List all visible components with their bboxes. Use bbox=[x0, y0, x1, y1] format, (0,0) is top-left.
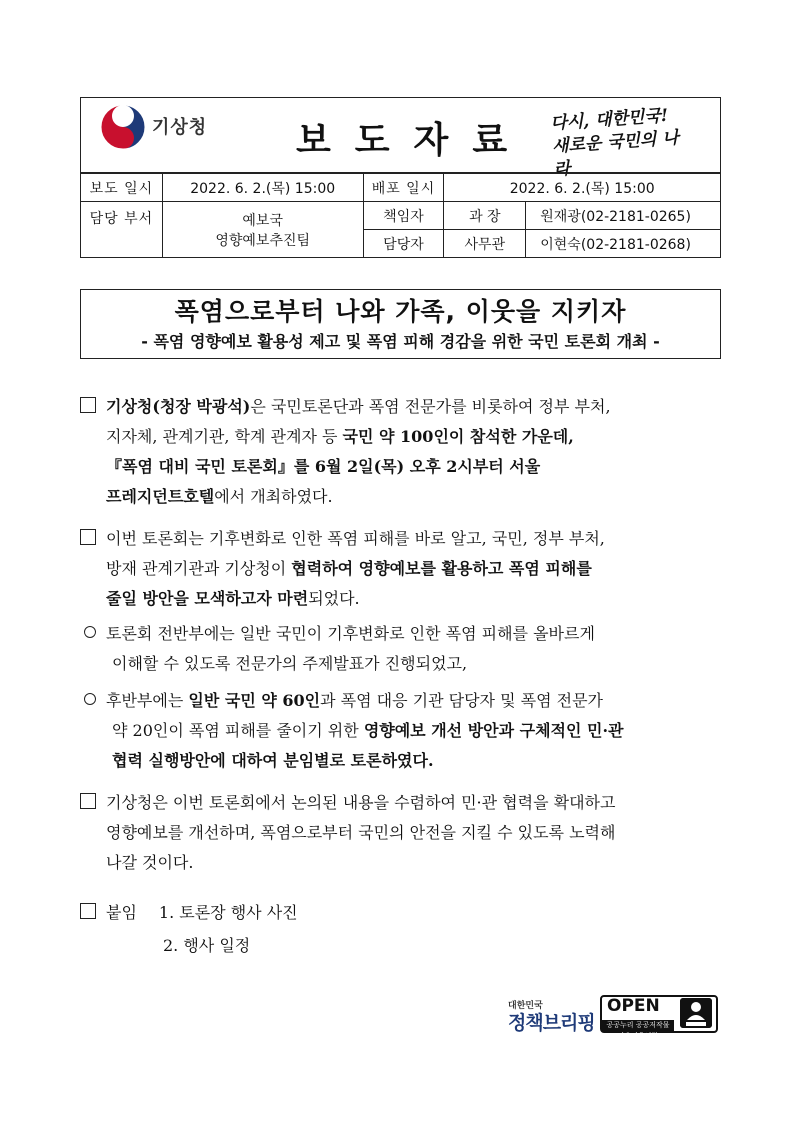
slogan-line-1: 다시, 대한민국! bbox=[549, 105, 669, 134]
attachments-label: 붙임 bbox=[106, 903, 137, 922]
p2-line3 bbox=[80, 584, 725, 614]
p2-line3-rest: 되었다. bbox=[308, 589, 360, 608]
p2-line2 bbox=[80, 554, 725, 584]
p1-line4-rest: 에서 개최하였다. bbox=[214, 487, 333, 506]
checkbox-bullet-icon bbox=[80, 903, 96, 919]
department bbox=[162, 202, 363, 258]
p1-line3-bold: 『폭염 대비 국민 토론회』를 6월 2일(목) 오후 2시부터 서울 bbox=[106, 457, 541, 476]
attachment-item-1: 1. 토론장 행사 사진 bbox=[158, 903, 298, 922]
report-date: 2022. 6. 2.(목) 15:00 bbox=[162, 174, 363, 202]
department-line-2: 영향예보추진팀 bbox=[215, 232, 311, 249]
attachment-row-2 bbox=[80, 929, 298, 962]
s1-line1: 토론회 전반부에는 일반 국민이 기후변화로 인한 폭염 피해를 올바르게 bbox=[106, 624, 595, 643]
s2-line3-bold: 협력 실행방안에 대하여 분임별로 토론하였다. bbox=[112, 751, 434, 770]
responsible-name: 원재광(02-2181-0265) bbox=[526, 202, 721, 230]
paragraph-1 bbox=[80, 392, 725, 512]
slogan bbox=[550, 103, 694, 182]
contact-name: 이현숙(02-2181-0268) bbox=[526, 230, 721, 258]
circle-bullet-icon bbox=[84, 693, 96, 705]
p2-line2-pre: 방재 관계기관과 기상청이 bbox=[106, 559, 292, 578]
responsible-title: 과 장 bbox=[444, 202, 526, 230]
p2-line2-bold: 협력하여 영향예보를 활용하고 폭염 피해를 bbox=[291, 559, 592, 578]
p2-line1: 이번 토론회는 기후변화로 인한 폭염 피해를 바로 알고, 국민, 정부 부처, bbox=[106, 529, 605, 548]
checkbox-bullet-icon bbox=[80, 397, 96, 413]
p1-line2-bold: 국민 약 100인이 참석한 가운데, bbox=[342, 427, 574, 446]
s2-line2-pre: 약 20인이 폭염 피해를 줄이기 위한 bbox=[112, 721, 364, 740]
s1-line2: 이해할 수 있도록 전문가의 주제발표가 진행되었고, bbox=[112, 654, 468, 673]
info-table bbox=[80, 173, 721, 258]
report-date-label: 보도 일시 bbox=[81, 174, 163, 202]
p1-line4 bbox=[80, 482, 725, 512]
contact-title: 사무관 bbox=[444, 230, 526, 258]
p1-line2 bbox=[80, 422, 725, 452]
department-line-1: 예보국 bbox=[242, 212, 283, 229]
doc-title: 보도자료 bbox=[296, 119, 532, 161]
s2-line3 bbox=[84, 746, 725, 776]
department-label: 담당 부서 bbox=[81, 202, 163, 258]
org-name: 기상청 bbox=[152, 117, 208, 138]
sub-bullet-1 bbox=[84, 619, 725, 679]
p3-line2: 영향예보를 개선하며, 폭염으로부터 국민의 안전을 지킬 수 있도록 노력해 bbox=[106, 823, 616, 842]
circle-bullet-icon bbox=[84, 626, 96, 638]
briefing-logo-caption: 대한민국 bbox=[508, 1001, 543, 1011]
attachments bbox=[80, 896, 298, 962]
open-license-text: OPEN bbox=[607, 996, 660, 1016]
s2-line1-pre: 후반부에는 bbox=[106, 691, 189, 710]
slogan-line-2: 새로운 국민의 나라 bbox=[551, 128, 680, 180]
p3-line3: 나갈 것이다. bbox=[106, 853, 194, 872]
open-license-caption: 공공누리 공공저작물 자유이용허락 bbox=[602, 1020, 674, 1031]
p1-line1-rest: 은 국민토론단과 폭염 전문가를 비롯하여 정부 부처, bbox=[250, 397, 611, 416]
checkbox-bullet-icon bbox=[80, 793, 96, 809]
s2-line2 bbox=[84, 716, 725, 746]
sub-bullet-2 bbox=[84, 686, 725, 776]
release-date: 2022. 6. 2.(목) 15:00 bbox=[444, 174, 721, 202]
contact-label: 담당자 bbox=[363, 230, 444, 258]
p1-line4-bold: 프레지던트호텔 bbox=[106, 487, 215, 506]
attachment-row-1 bbox=[80, 896, 298, 929]
main-title: 폭염으로부터 나와 가족, 이웃을 지키자 bbox=[174, 297, 627, 326]
release-date-label: 배포 일시 bbox=[363, 174, 444, 202]
sub-title: - 폭염 영향예보 활용성 제고 및 폭염 피해 경감을 위한 국민 토론회 개최 - bbox=[141, 332, 660, 351]
checkbox-bullet-icon bbox=[80, 529, 96, 545]
attachment-item-2: 2. 행사 일정 bbox=[163, 936, 251, 955]
government-emblem-icon bbox=[100, 104, 146, 150]
s2-line1-rest: 과 폭염 대응 기관 담당자 및 폭염 전문가 bbox=[320, 691, 603, 710]
briefing-logo: 정책브리핑 bbox=[508, 1012, 595, 1034]
p1-line1-bold: 기상청(청장 박광석) bbox=[106, 397, 251, 416]
p1-line2-pre: 지자체, 관계기관, 학계 관계자 등 bbox=[106, 427, 343, 446]
person-icon bbox=[680, 998, 712, 1028]
p1-line3 bbox=[80, 452, 725, 482]
paragraph-3 bbox=[80, 788, 725, 878]
s2-line1-bold: 일반 국민 약 60인 bbox=[188, 691, 321, 710]
responsible-label: 책임자 bbox=[363, 202, 444, 230]
paragraph-2 bbox=[80, 524, 725, 614]
p2-line3-bold: 줄일 방안을 모색하고자 마련 bbox=[106, 589, 309, 608]
p3-line1: 기상청은 이번 토론회에서 논의된 내용을 수렴하여 민·관 협력을 확대하고 bbox=[106, 793, 616, 812]
s2-line2-bold: 영향예보 개선 방안과 구체적인 민·관 bbox=[363, 721, 624, 740]
